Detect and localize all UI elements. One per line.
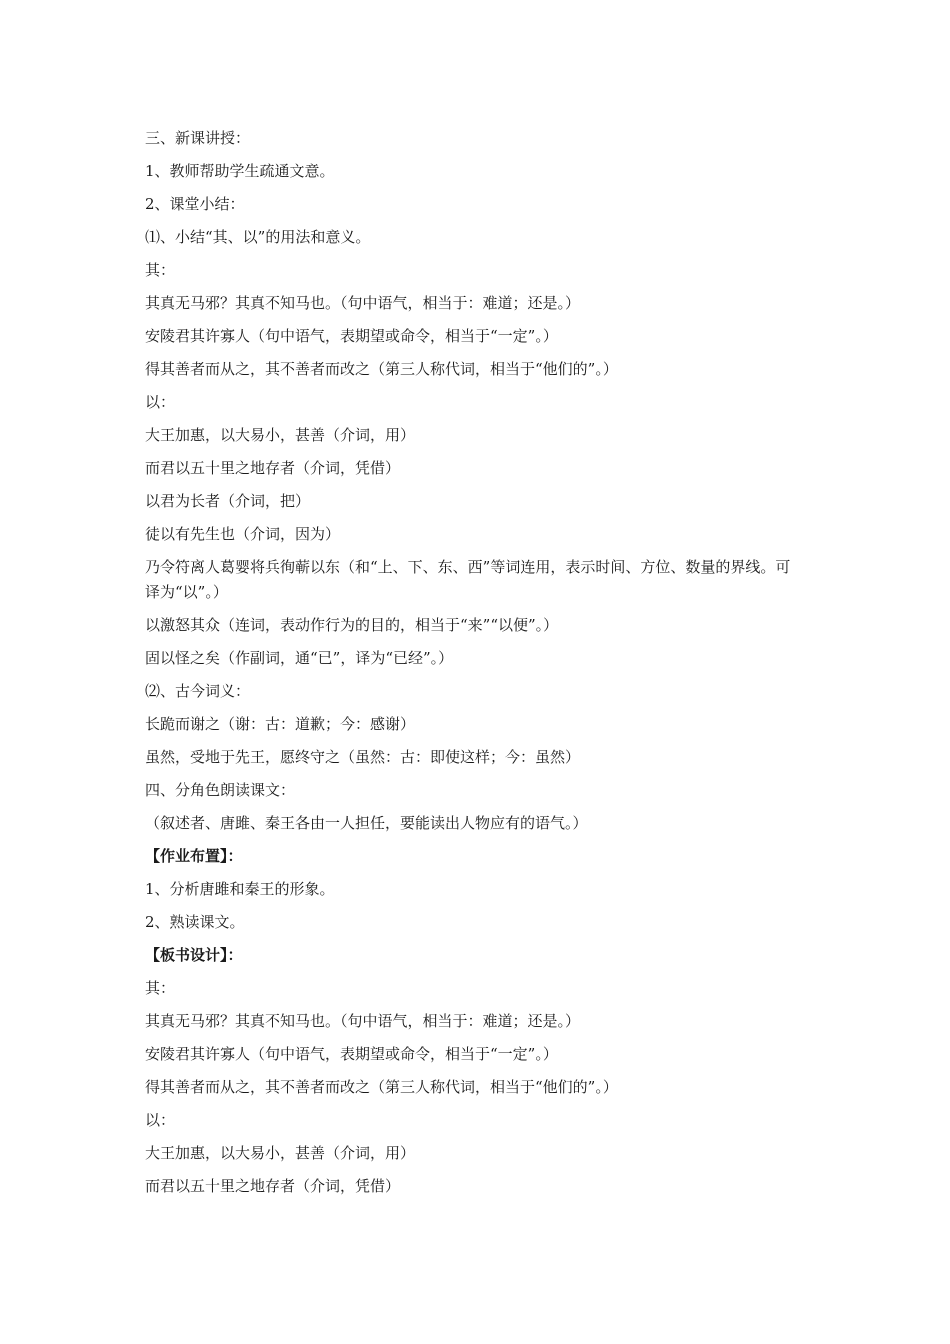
text-line: 2、课堂小结： bbox=[145, 195, 245, 213]
text-line: 其真无马邪？其真不知马也。（句中语气，相当于：难道；还是。） bbox=[145, 1012, 581, 1030]
text-line: 四、分角色朗读课文： bbox=[145, 781, 296, 799]
text-line: 2、熟读课文。 bbox=[145, 913, 245, 931]
text-line: （叙述者、唐雎、秦王各由一人担任，要能读出人物应有的语气。） bbox=[145, 814, 588, 832]
text-line: ⑴、小结“其、以”的用法和意义。 bbox=[145, 228, 371, 246]
text-line: 其真无马邪？其真不知马也。（句中语气，相当于：难道；还是。） bbox=[145, 294, 581, 312]
text-line: 乃令符离人葛婴将兵徇蕲以东（和“上、下、东、西”等词连用，表示时间、方位、数量的界线。可译为“以”。） bbox=[145, 558, 791, 601]
text-line: 得其善者而从之，其不善者而改之（第三人称代词，相当于“他们的”。） bbox=[145, 360, 618, 378]
text-line: 得其善者而从之，其不善者而改之（第三人称代词，相当于“他们的”。） bbox=[145, 1078, 618, 1096]
text-line: ⑵、古今词义： bbox=[145, 682, 251, 700]
text-line: 三、新课讲授： bbox=[145, 129, 251, 147]
text-line: 其： bbox=[145, 979, 176, 997]
text-line: 安陵君其许寡人（句中语气，表期望或命令，相当于“一定”。） bbox=[145, 327, 558, 345]
text-line: 1、教师帮助学生疏通文意。 bbox=[145, 162, 335, 180]
text-line: 安陵君其许寡人（句中语气，表期望或命令，相当于“一定”。） bbox=[145, 1045, 558, 1063]
text-line: 而君以五十里之地存者（介词，凭借） bbox=[145, 1177, 401, 1195]
text-line: 虽然，受地于先王，愿终守之（虽然：古：即使这样；今：虽然） bbox=[145, 748, 581, 766]
section-heading: 【板书设计】： bbox=[145, 946, 243, 964]
text-line: 长跪而谢之（谢：古：道歉；今：感谢） bbox=[145, 715, 416, 733]
text-line: 而君以五十里之地存者（介词，凭借） bbox=[145, 459, 401, 477]
text-line: 以激怒其众（连词，表动作行为的目的，相当于“来”“以便”。） bbox=[145, 616, 559, 634]
text-line: 以君为长者（介词，把） bbox=[145, 492, 311, 510]
text-line: 以： bbox=[145, 393, 176, 411]
text-line: 以： bbox=[145, 1111, 176, 1129]
text-line: 固以怪之矣（作副词，通“已”，译为“已经”。） bbox=[145, 649, 454, 667]
text-line: 大王加惠，以大易小，甚善（介词，用） bbox=[145, 1144, 416, 1162]
text-line: 1、分析唐雎和秦王的形象。 bbox=[145, 880, 335, 898]
text-line: 徒以有先生也（介词，因为） bbox=[145, 525, 341, 543]
document-page bbox=[145, 122, 805, 1203]
text-line: 其： bbox=[145, 261, 176, 279]
section-heading: 【作业布置】： bbox=[145, 847, 243, 865]
text-line: 大王加惠，以大易小，甚善（介词，用） bbox=[145, 426, 416, 444]
